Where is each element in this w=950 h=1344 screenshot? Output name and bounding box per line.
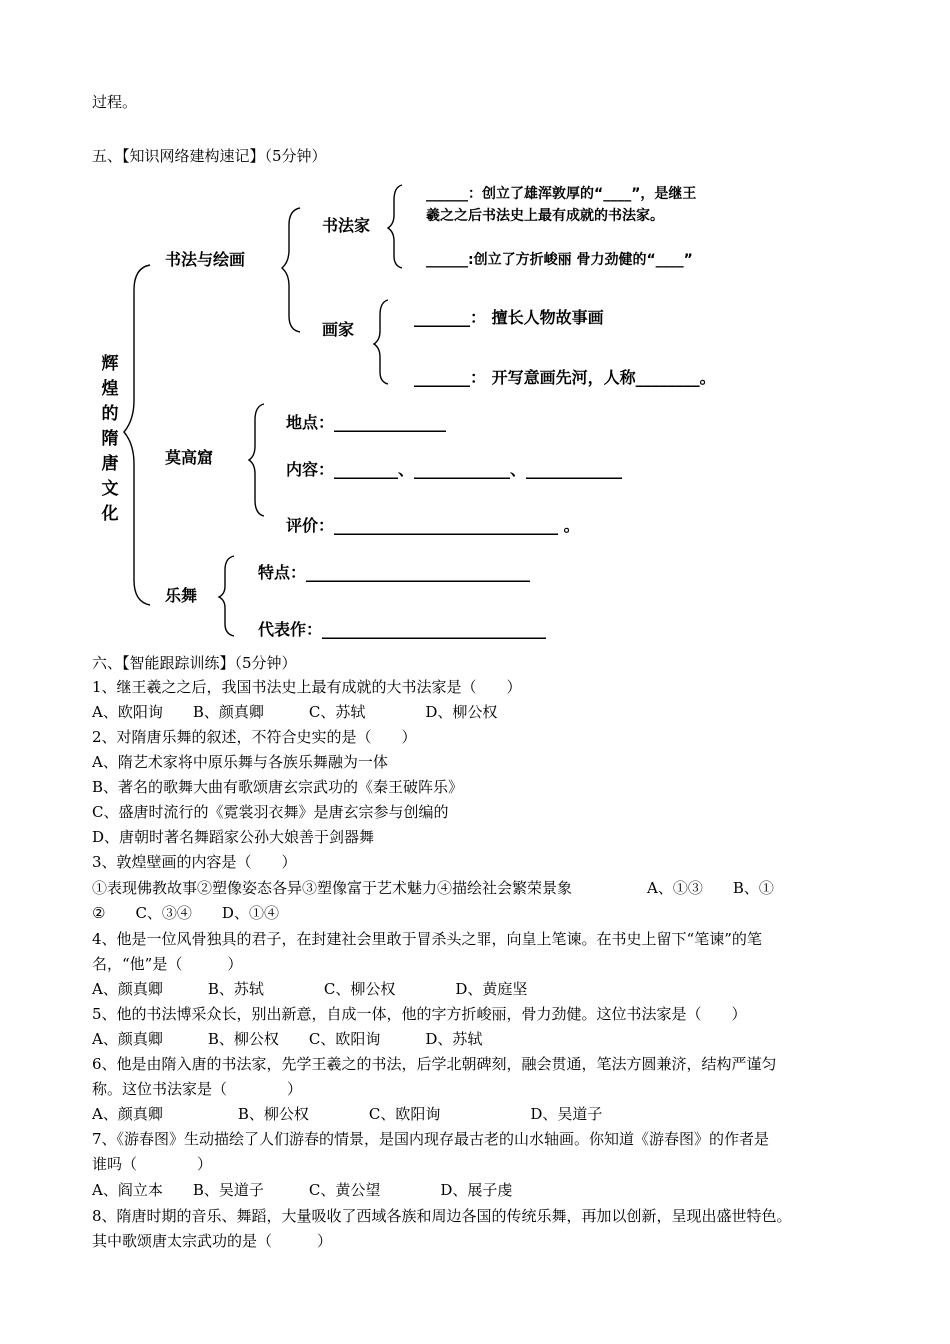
music-dance-representative-line: 代表作：____________________________	[258, 620, 547, 639]
root-label-vertical: 辉 煌 的 隋 唐 文 化	[101, 354, 119, 524]
mogao-content-line: 内容：________、____________、____________	[286, 460, 623, 479]
exercise-line: 1、继王羲之之后，我国书法史上最有成就的大书法家是（ ）	[92, 678, 522, 696]
exercise-line: D、唐朝时著名舞蹈家公孙大娘善于剑器舞	[92, 828, 375, 846]
section-5-heading: 五、【知识网络建构速记】（5分钟）	[92, 147, 327, 165]
calligrapher-1-line: ______：创立了雄浑敦厚的“____”，是继王	[426, 186, 697, 202]
exercise-line: ①表现佛教故事②塑像姿态各异③塑像富于艺术魅力④描绘社会繁荣景象 A、①③ B、①	[92, 879, 774, 897]
exercise-line: 3、敦煌壁画的内容是（ ）	[92, 853, 297, 871]
mogao-location-line: 地点：______________	[286, 413, 447, 432]
exercise-line: A、颜真卿 B、柳公权 C、欧阳询 D、吴道子	[92, 1105, 603, 1123]
exercise-line: 8、隋唐时期的音乐、舞蹈，大量吸收了西域各族和周边各国的传统乐舞，再加以创新，呈现出盛世特色。	[92, 1207, 792, 1225]
painter-1-line: _______： 擅长人物故事画	[414, 308, 604, 327]
exercise-line: 6、他是由隋入唐的书法家，先学王羲之的书法，后学北朝碑刻，融会贯通，笔法方圆兼济，结构严谨匀	[92, 1055, 777, 1073]
exercise-line: 名，“他”是（ ）	[92, 955, 243, 973]
exercise-line: A、颜真卿 B、柳公权 C、欧阳询 D、苏轼	[92, 1030, 483, 1048]
exercise-line: ② C、③④ D、①④	[92, 904, 279, 922]
mogao-evaluation-line: 评价：____________________________ 。	[286, 516, 580, 535]
exercise-line: C、盛唐时流行的《霓裳羽衣舞》是唐玄宗参与创编的	[92, 803, 449, 821]
exercise-line: 谁吗（ ）	[92, 1155, 213, 1173]
exercise-line: B、著名的歌舞大曲有歌颂唐玄宗武功的《秦王破阵乐》	[92, 778, 464, 796]
painter-2-line: _______： 开写意画先河，人称________。	[414, 368, 716, 387]
exercise-line: 称。这位书法家是（ ）	[92, 1080, 303, 1098]
exercise-line: A、阎立本 B、吴道子 C、黄公望 D、展子虔	[92, 1181, 513, 1199]
painters-label: 画家	[322, 320, 355, 339]
exercise-line: 2、对隋唐乐舞的叙述，不符合史实的是（ ）	[92, 728, 417, 746]
exercise-line: 7、《游春图》生动描绘了人们游春的情景，是国内现存最古老的山水轴画。你知道《游春图》的作者是	[92, 1130, 770, 1148]
music-dance-features-line: 特点：____________________________	[258, 563, 531, 582]
calligraphy-painting-label: 书法与绘画	[165, 250, 246, 269]
music-dance-label: 乐舞	[165, 586, 198, 605]
calligraphy-painting-brace	[282, 208, 300, 332]
exercise-line: 4、他是一位风骨独具的君子，在封建社会里敢于冒杀头之罪，向皇上笔谏。在书史上留下“笔谏”的笔	[92, 930, 762, 948]
exercise-line: A、颜真卿 B、苏轼 C、柳公权 D、黄庭坚	[92, 980, 528, 998]
painters-brace	[374, 300, 388, 384]
calligraphers-label: 书法家	[322, 216, 371, 235]
exercise-line: 5、他的书法博采众长，别出新意，自成一体，他的字方折峻丽，骨力劲健。这位书法家是（ ）	[92, 1005, 747, 1023]
calligrapher-2-line: ______:创立了方折峻丽 骨力劲健的“____”	[426, 252, 693, 268]
exercise-line: 其中歌颂唐太宗武功的是（ ）	[92, 1232, 333, 1250]
music-dance-brace	[219, 556, 234, 636]
calligraphers-brace	[388, 185, 402, 268]
root-brace	[124, 265, 150, 605]
mogao-label: 莫高窟	[165, 448, 214, 467]
exercise-line: A、隋艺术家将中原乐舞与各族乐舞融为一体	[92, 753, 388, 771]
exercise-line: A、欧阳询 B、颜真卿 C、苏轼 D、柳公权	[92, 703, 498, 721]
section-6-heading: 六、【智能跟踪训练】（5分钟）	[92, 654, 297, 672]
calligrapher-1-line-cont: 羲之之后书法史上最有成就的书法家。	[426, 208, 664, 224]
mogao-brace	[249, 404, 264, 516]
intro-tail-text: 过程。	[92, 93, 138, 111]
